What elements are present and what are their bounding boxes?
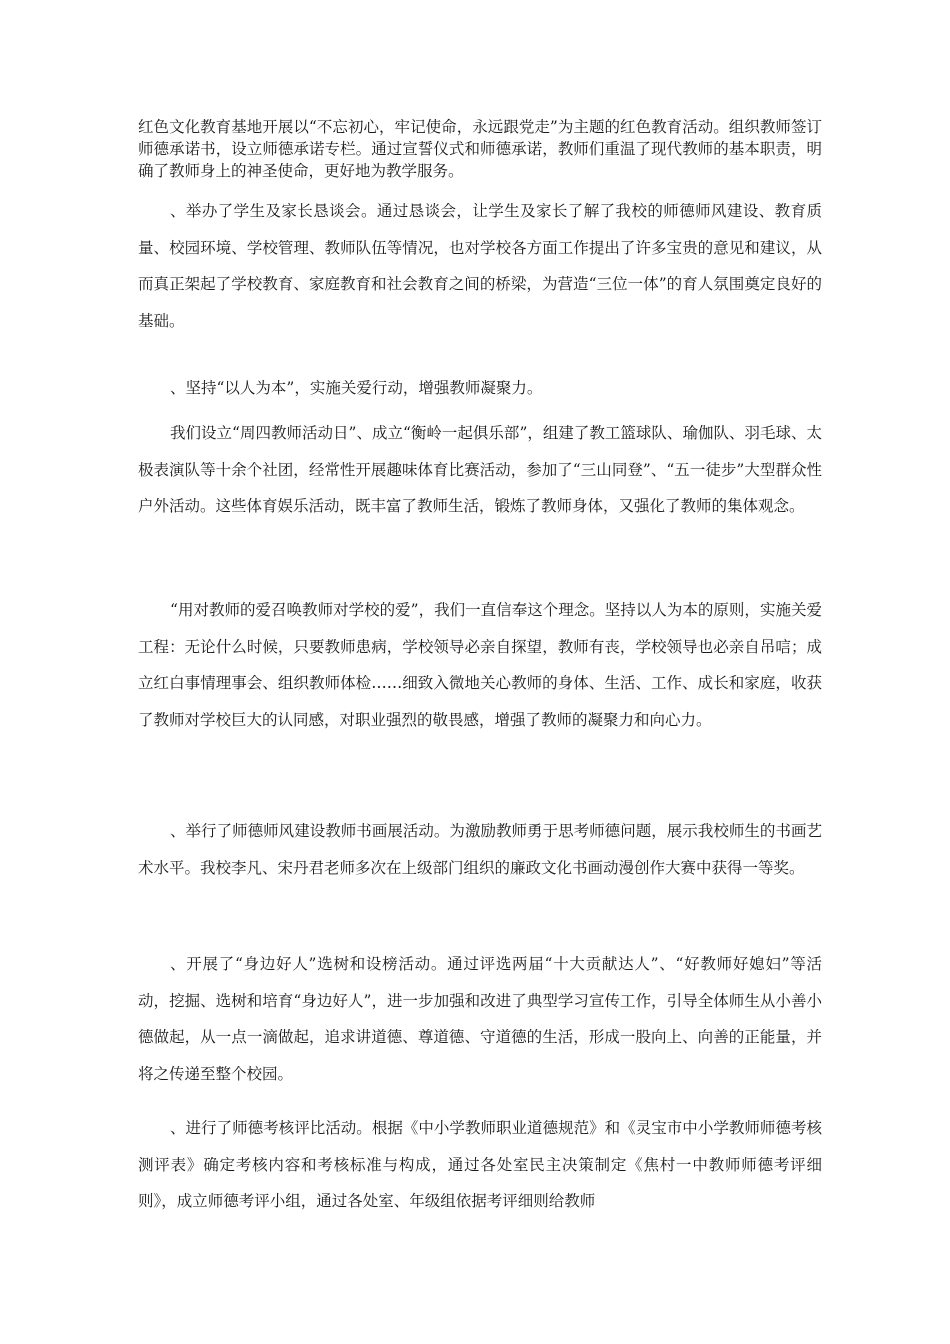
paragraph-good-people-campaign: 、开展了“身边好人”选树和设榜活动。通过评选两届“十大贡献达人”、“好教师好媳妇”等活动，挖掘、选树和培育“身边好人”，进一步加强和改进了典型学习宣传工作，引导全体师生从小善小德做起，从一点一滴做起，追求讲道德、尊道德、守道德的生活，形成一股向上、向善的正能量，并将之传递至整个校园。 (138, 955, 822, 1083)
paragraph-care-project: “用对教师的爱召唤教师对学校的爱”，我们一直信奉这个理念。坚持以人为本的原则，实施关爱工程：无论什么时候，只要教师患病，学校领导必亲自探望，教师有丧，学校领导也必亲自吊唁；成立红白事情理事会、组织教师体检……细致入微地关心教师的身体、生活、工作、成长和家庭，收获了教师对学校巨大的认同感，对职业强烈的敬畏感，增强了教师的凝聚力和向心力。 (138, 601, 822, 729)
paragraph-people-oriented-heading: 、坚持“以人为本”，实施关爱行动，增强教师凝聚力。 (170, 379, 543, 397)
paragraph-teacher-clubs: 我们设立“周四教师活动日”、成立“衡岭一起俱乐部”，组建了教工篮球队、瑜伽队、羽毛球、太极表演队等十余个社团，经常性开展趣味体育比赛活动，参加了“三山同登”、“五一徒步”大型群众性户外活动。这些体育娱乐活动，既丰富了教师生活，锻炼了教师身体，又强化了教师的集体观念。 (138, 424, 822, 515)
paragraph-parent-meeting: 、举办了学生及家长恳谈会。通过恳谈会，让学生及家长了解了我校的师德师风建设、教育质量、校园环境、学校管理、教师队伍等情况，也对学校各方面工作提出了许多宝贵的意见和建议，从而真正架起了学校教育、家庭教育和社会教育之间的桥梁，为营造“三位一体”的育人氛围奠定良好的基础。 (138, 202, 822, 330)
paragraph-ethics-assessment: 、进行了师德考核评比活动。根据《中小学教师职业道德规范》和《灵宝市中小学教师师德考核测评表》确定考核内容和考核标准与构成，通过各处室民主决策制定《焦村一中教师师德考评细则》，成立师德考评小组，通过各处室、年级组依据考评细则给教师 (138, 1119, 822, 1210)
paragraph-calligraphy-exhibition: 、举行了师德师风建设教师书画展活动。为激励教师勇于思考师德问题，展示我校师生的书画艺术水平。我校李凡、宋丹君老师多次在上级部门组织的廉政文化书画动漫创作大赛中获得一等奖。 (138, 822, 822, 877)
paragraph-red-education: 红色文化教育基地开展以“不忘初心，牢记使命，永远跟党走”为主题的红色教育活动。组织教师签订师德承诺书，设立师德承诺专栏。通过宣誓仪式和师德承诺，教师们重温了现代教师的基本职责，明确了教师身上的神圣使命，更好地为教学服务。 (138, 118, 822, 180)
